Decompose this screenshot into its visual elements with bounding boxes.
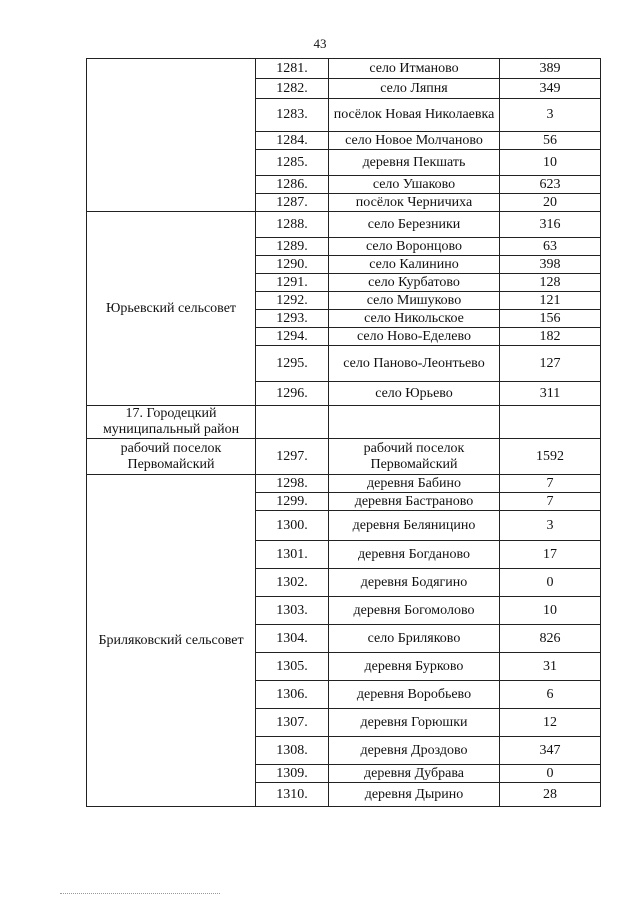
population-value: 121	[500, 292, 601, 310]
row-number: 1284.	[256, 132, 329, 150]
population-value: 398	[500, 256, 601, 274]
population-value: 3	[500, 99, 601, 132]
settlement-name: посёлок Новая Николаевка	[329, 99, 500, 132]
population-value: 623	[500, 176, 601, 194]
settlement-name: деревня Дубрава	[329, 765, 500, 783]
row-number: 1292.	[256, 292, 329, 310]
settlement-name: село Юрьево	[329, 382, 500, 406]
settlement-name: село Воронцово	[329, 238, 500, 256]
row-number: 1302.	[256, 569, 329, 597]
settlement-name: село Бриляково	[329, 625, 500, 653]
row-number: 1287.	[256, 194, 329, 212]
settlement-name: деревня Дырино	[329, 783, 500, 807]
row-number: 1289.	[256, 238, 329, 256]
settlement-name: посёлок Черничиха	[329, 194, 500, 212]
row-number: 1296.	[256, 382, 329, 406]
population-value: 20	[500, 194, 601, 212]
row-number: 1303.	[256, 597, 329, 625]
settlement-name: деревня Пекшать	[329, 150, 500, 176]
row-number: 1290.	[256, 256, 329, 274]
group-label: рабочий поселок Первомайский	[87, 439, 256, 475]
settlement-name	[329, 406, 500, 439]
table-row	[87, 406, 601, 439]
settlement-name: деревня Бодягино	[329, 569, 500, 597]
row-number: 1283.	[256, 99, 329, 132]
settlement-name: село Курбатово	[329, 274, 500, 292]
population-value: 389	[500, 59, 601, 79]
settlement-name: деревня Воробьево	[329, 681, 500, 709]
settlement-name: деревня Дроздово	[329, 737, 500, 765]
settlement-name: деревня Бастраново	[329, 493, 500, 511]
population-value: 182	[500, 328, 601, 346]
row-number: 1308.	[256, 737, 329, 765]
scan-artifact	[60, 893, 220, 897]
population-value: 7	[500, 493, 601, 511]
group-label	[87, 59, 256, 212]
row-number: 1310.	[256, 783, 329, 807]
row-number: 1306.	[256, 681, 329, 709]
settlement-name: село Итманово	[329, 59, 500, 79]
row-number: 1297.	[256, 439, 329, 475]
table-row	[87, 439, 601, 475]
row-number: 1307.	[256, 709, 329, 737]
settlement-name: деревня Беляницино	[329, 511, 500, 541]
row-number: 1298.	[256, 475, 329, 493]
row-number: 1293.	[256, 310, 329, 328]
row-number: 1305.	[256, 653, 329, 681]
row-number: 1285.	[256, 150, 329, 176]
row-number: 1309.	[256, 765, 329, 783]
population-value: 56	[500, 132, 601, 150]
row-number: 1286.	[256, 176, 329, 194]
population-value: 10	[500, 597, 601, 625]
population-value	[500, 406, 601, 439]
table-row	[87, 59, 601, 79]
settlement-name: село Калинино	[329, 256, 500, 274]
population-value: 0	[500, 569, 601, 597]
page-number: 43	[313, 36, 327, 51]
group-label: 17. Городецкий муниципальный район	[87, 406, 256, 439]
settlements-table	[86, 58, 601, 807]
row-number: 1301.	[256, 541, 329, 569]
population-value: 7	[500, 475, 601, 493]
population-value: 311	[500, 382, 601, 406]
row-number: 1291.	[256, 274, 329, 292]
row-number: 1288.	[256, 212, 329, 238]
population-value: 316	[500, 212, 601, 238]
row-number: 1281.	[256, 59, 329, 79]
population-value: 28	[500, 783, 601, 807]
population-value: 12	[500, 709, 601, 737]
settlement-name: деревня Бабино	[329, 475, 500, 493]
group-label: Юрьевский сельсовет	[87, 212, 256, 406]
group-label: Бриляковский сельсовет	[87, 475, 256, 807]
population-value: 1592	[500, 439, 601, 475]
population-value: 349	[500, 79, 601, 99]
settlement-name: рабочий поселок Первомайский	[329, 439, 500, 475]
settlement-name: село Никольское	[329, 310, 500, 328]
settlement-name: село Новое Молчаново	[329, 132, 500, 150]
row-number: 1304.	[256, 625, 329, 653]
table-row	[87, 212, 601, 238]
row-number	[256, 406, 329, 439]
population-value: 31	[500, 653, 601, 681]
settlement-name: деревня Горюшки	[329, 709, 500, 737]
settlement-name: село Ляпня	[329, 79, 500, 99]
row-number: 1295.	[256, 346, 329, 382]
table-row	[87, 475, 601, 493]
population-value: 826	[500, 625, 601, 653]
settlement-name: деревня Богданово	[329, 541, 500, 569]
settlement-name: село Березники	[329, 212, 500, 238]
population-value: 127	[500, 346, 601, 382]
row-number: 1294.	[256, 328, 329, 346]
settlement-name: село Ново-Еделево	[329, 328, 500, 346]
population-value: 63	[500, 238, 601, 256]
population-value: 17	[500, 541, 601, 569]
settlement-name: село Ушаково	[329, 176, 500, 194]
settlements-table-body	[87, 59, 601, 807]
settlement-name: село Паново-Леонтьево	[329, 346, 500, 382]
settlement-name: село Мишуково	[329, 292, 500, 310]
row-number: 1300.	[256, 511, 329, 541]
settlement-name: деревня Бурково	[329, 653, 500, 681]
population-value: 347	[500, 737, 601, 765]
population-value: 3	[500, 511, 601, 541]
population-value: 156	[500, 310, 601, 328]
population-value: 128	[500, 274, 601, 292]
population-value: 0	[500, 765, 601, 783]
population-value: 10	[500, 150, 601, 176]
row-number: 1282.	[256, 79, 329, 99]
settlement-name: деревня Богомолово	[329, 597, 500, 625]
row-number: 1299.	[256, 493, 329, 511]
population-value: 6	[500, 681, 601, 709]
